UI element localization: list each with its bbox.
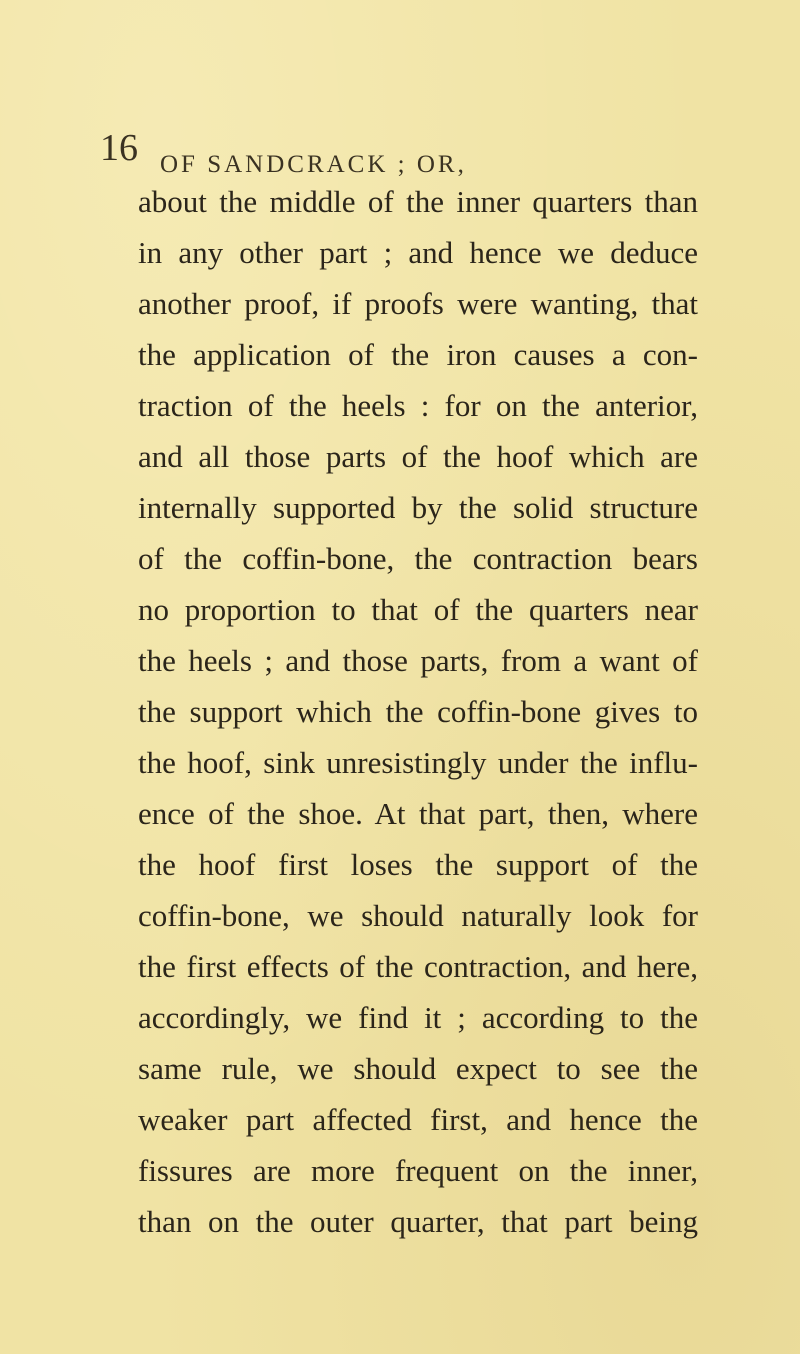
text-line: fissures are more frequent on the inner,	[138, 1153, 698, 1188]
text-line: the application of the iron causes a con-	[138, 337, 698, 372]
text-line: internally supported by the solid structure	[138, 490, 698, 525]
text-line: the first effects of the contraction, and here,	[138, 949, 698, 984]
text-line: same rule, we should expect to see the	[138, 1051, 698, 1086]
text-line: no proportion to that of the quarters near	[138, 592, 698, 627]
text-line: weaker part affected first, and hence the	[138, 1102, 698, 1137]
text-line: about the middle of the inner quarters than	[138, 184, 698, 219]
body-text	[138, 176, 698, 1247]
text-line: coffin-bone, we should naturally look for	[138, 898, 698, 933]
text-line: the heels ; and those parts, from a want of	[138, 643, 698, 678]
running-head: OF SANDCRACK ; OR,	[160, 151, 467, 178]
text-line: the hoof first loses the support of the	[138, 847, 698, 882]
text-line: ence of the shoe. At that part, then, where	[138, 796, 698, 831]
text-line: traction of the heels : for on the anterior,	[138, 388, 698, 423]
text-line: the hoof, sink unresistingly under the influ-	[138, 745, 698, 780]
text-line: the support which the coffin-bone gives to	[138, 694, 698, 729]
text-line: of the coffin-bone, the contraction bears	[138, 541, 698, 576]
text-line: in any other part ; and hence we deduce	[138, 235, 698, 270]
text-line: another proof, if proofs were wanting, that	[138, 286, 698, 321]
text-line: and all those parts of the hoof which are	[138, 439, 698, 474]
text-line: than on the outer quarter, that part being	[138, 1204, 698, 1239]
page-number: 16	[100, 127, 138, 169]
text-line: accordingly, we find it ; according to the	[138, 1000, 698, 1035]
